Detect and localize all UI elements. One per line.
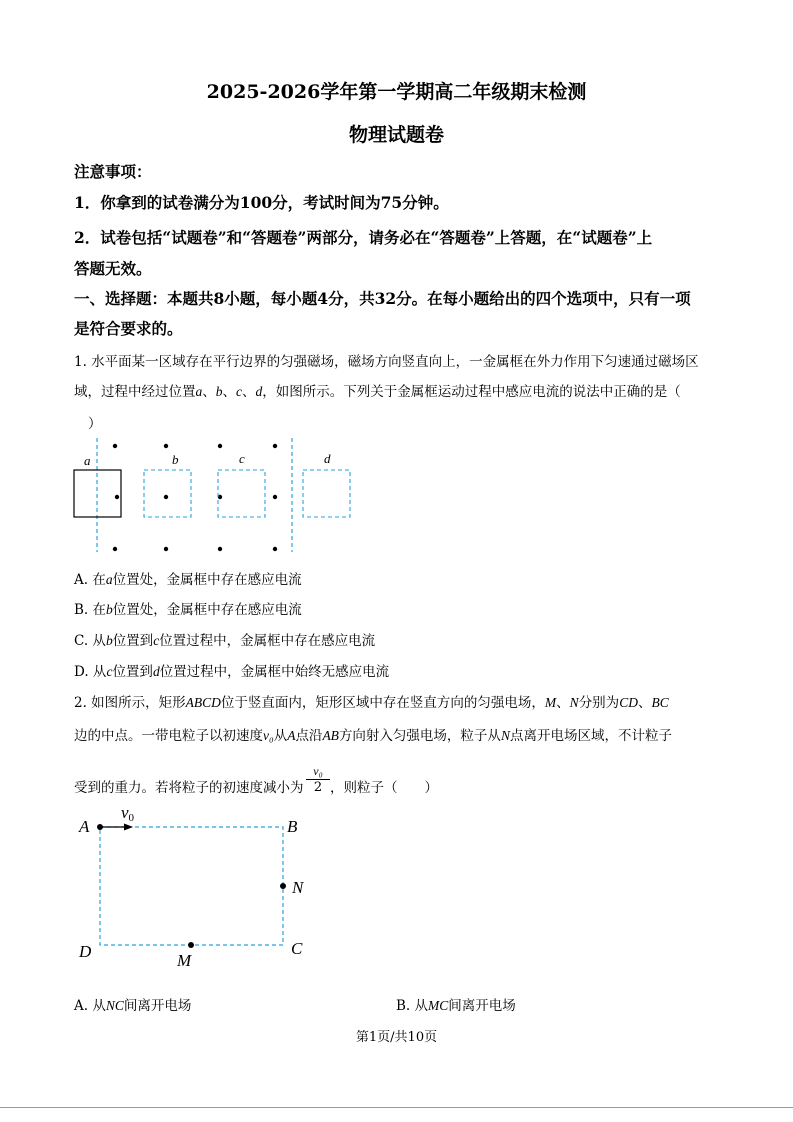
label-d: d	[324, 451, 331, 466]
page-number: 第1页/共10页	[355, 1030, 438, 1045]
q1-option-b: B. 在b位置处，金属框中存在感应电流	[74, 602, 302, 618]
label-b: b	[172, 452, 179, 467]
q2-stem-line2: 边的中点。一带电粒子以初速度v₀从A点沿AB方向射入匀强电场，粒子从N点离开电场区域，不计粒子	[74, 728, 672, 744]
label-D: D	[79, 942, 92, 961]
q1-stem-line3: ）	[88, 416, 102, 432]
section-heading-line2: 是符合要求的。	[74, 319, 183, 338]
q1-option-c: C. 从b位置到c位置过程中，金属框中存在感应电流	[74, 633, 376, 649]
q1-stem-line2: 域，过程中经过位置a、b、c、d，如图所示。下列关于金属框运动过程中感应电流的说法中正确的是（	[74, 384, 681, 400]
label-A: A	[79, 817, 90, 836]
q2-stem-line3: 受到的重力。若将粒子的初速度减小为	[74, 780, 304, 796]
page-subtitle: 物理试题卷	[348, 124, 444, 146]
label-B: B	[287, 817, 298, 836]
section-heading-line1: 一、选择题：本题共8小题，每小题4分，共32分。在每小题给出的四个选项中，只有一项	[74, 289, 691, 308]
notes-item-1: 1．你拿到的试卷满分为100分，考试时间为75分钟。	[74, 193, 449, 212]
fraction-denominator: 2	[313, 780, 323, 795]
fraction-numerator: v₀	[306, 764, 330, 780]
q2-stem-line1: 2. 如图所示，矩形ABCD位于竖直面内，矩形区域中存在竖直方向的匀强电场，M、N分别为CD、BC	[74, 695, 669, 711]
arrow-head-icon	[124, 824, 133, 831]
label-N: N	[292, 878, 304, 897]
point-m	[188, 942, 194, 948]
q2-option-a: A. 从NC间离开电场	[74, 998, 192, 1014]
label-M: M	[177, 951, 192, 970]
q1-option-a: A. 在a位置处，金属框中存在感应电流	[74, 572, 302, 588]
label-C: C	[291, 939, 303, 958]
q1-option-d: D. 从c位置到d位置过程中，金属框中始终无感应电流	[74, 664, 390, 680]
notes-item-2-line2: 答题无效。	[74, 259, 152, 278]
notes-item-2-line1: 2．试卷包括“试题卷”和“答题卷”两部分，请务必在“答题卷”上答题，在“试题卷”上	[74, 228, 653, 247]
label-c: c	[239, 451, 245, 466]
q2-option-b: B. 从MC间离开电场	[396, 998, 516, 1014]
label-a: a	[84, 453, 91, 468]
bottom-divider	[0, 1107, 793, 1108]
rect-abcd	[100, 827, 283, 945]
q1-stem-line1: 1. 水平面某一区域存在平行边界的匀强磁场，磁场方向竖直向上，一金属框在外力作用下匀速通过磁场区	[74, 354, 699, 370]
label-v0: v0	[121, 803, 135, 824]
notes-heading: 注意事项：	[74, 162, 152, 181]
point-a	[97, 824, 103, 830]
page-title: 2025-2026学年第一学期高二年级期末检测	[206, 81, 587, 103]
point-n	[280, 883, 286, 889]
q2-stem-line3-tail: ，则粒子（ ）	[330, 780, 438, 796]
